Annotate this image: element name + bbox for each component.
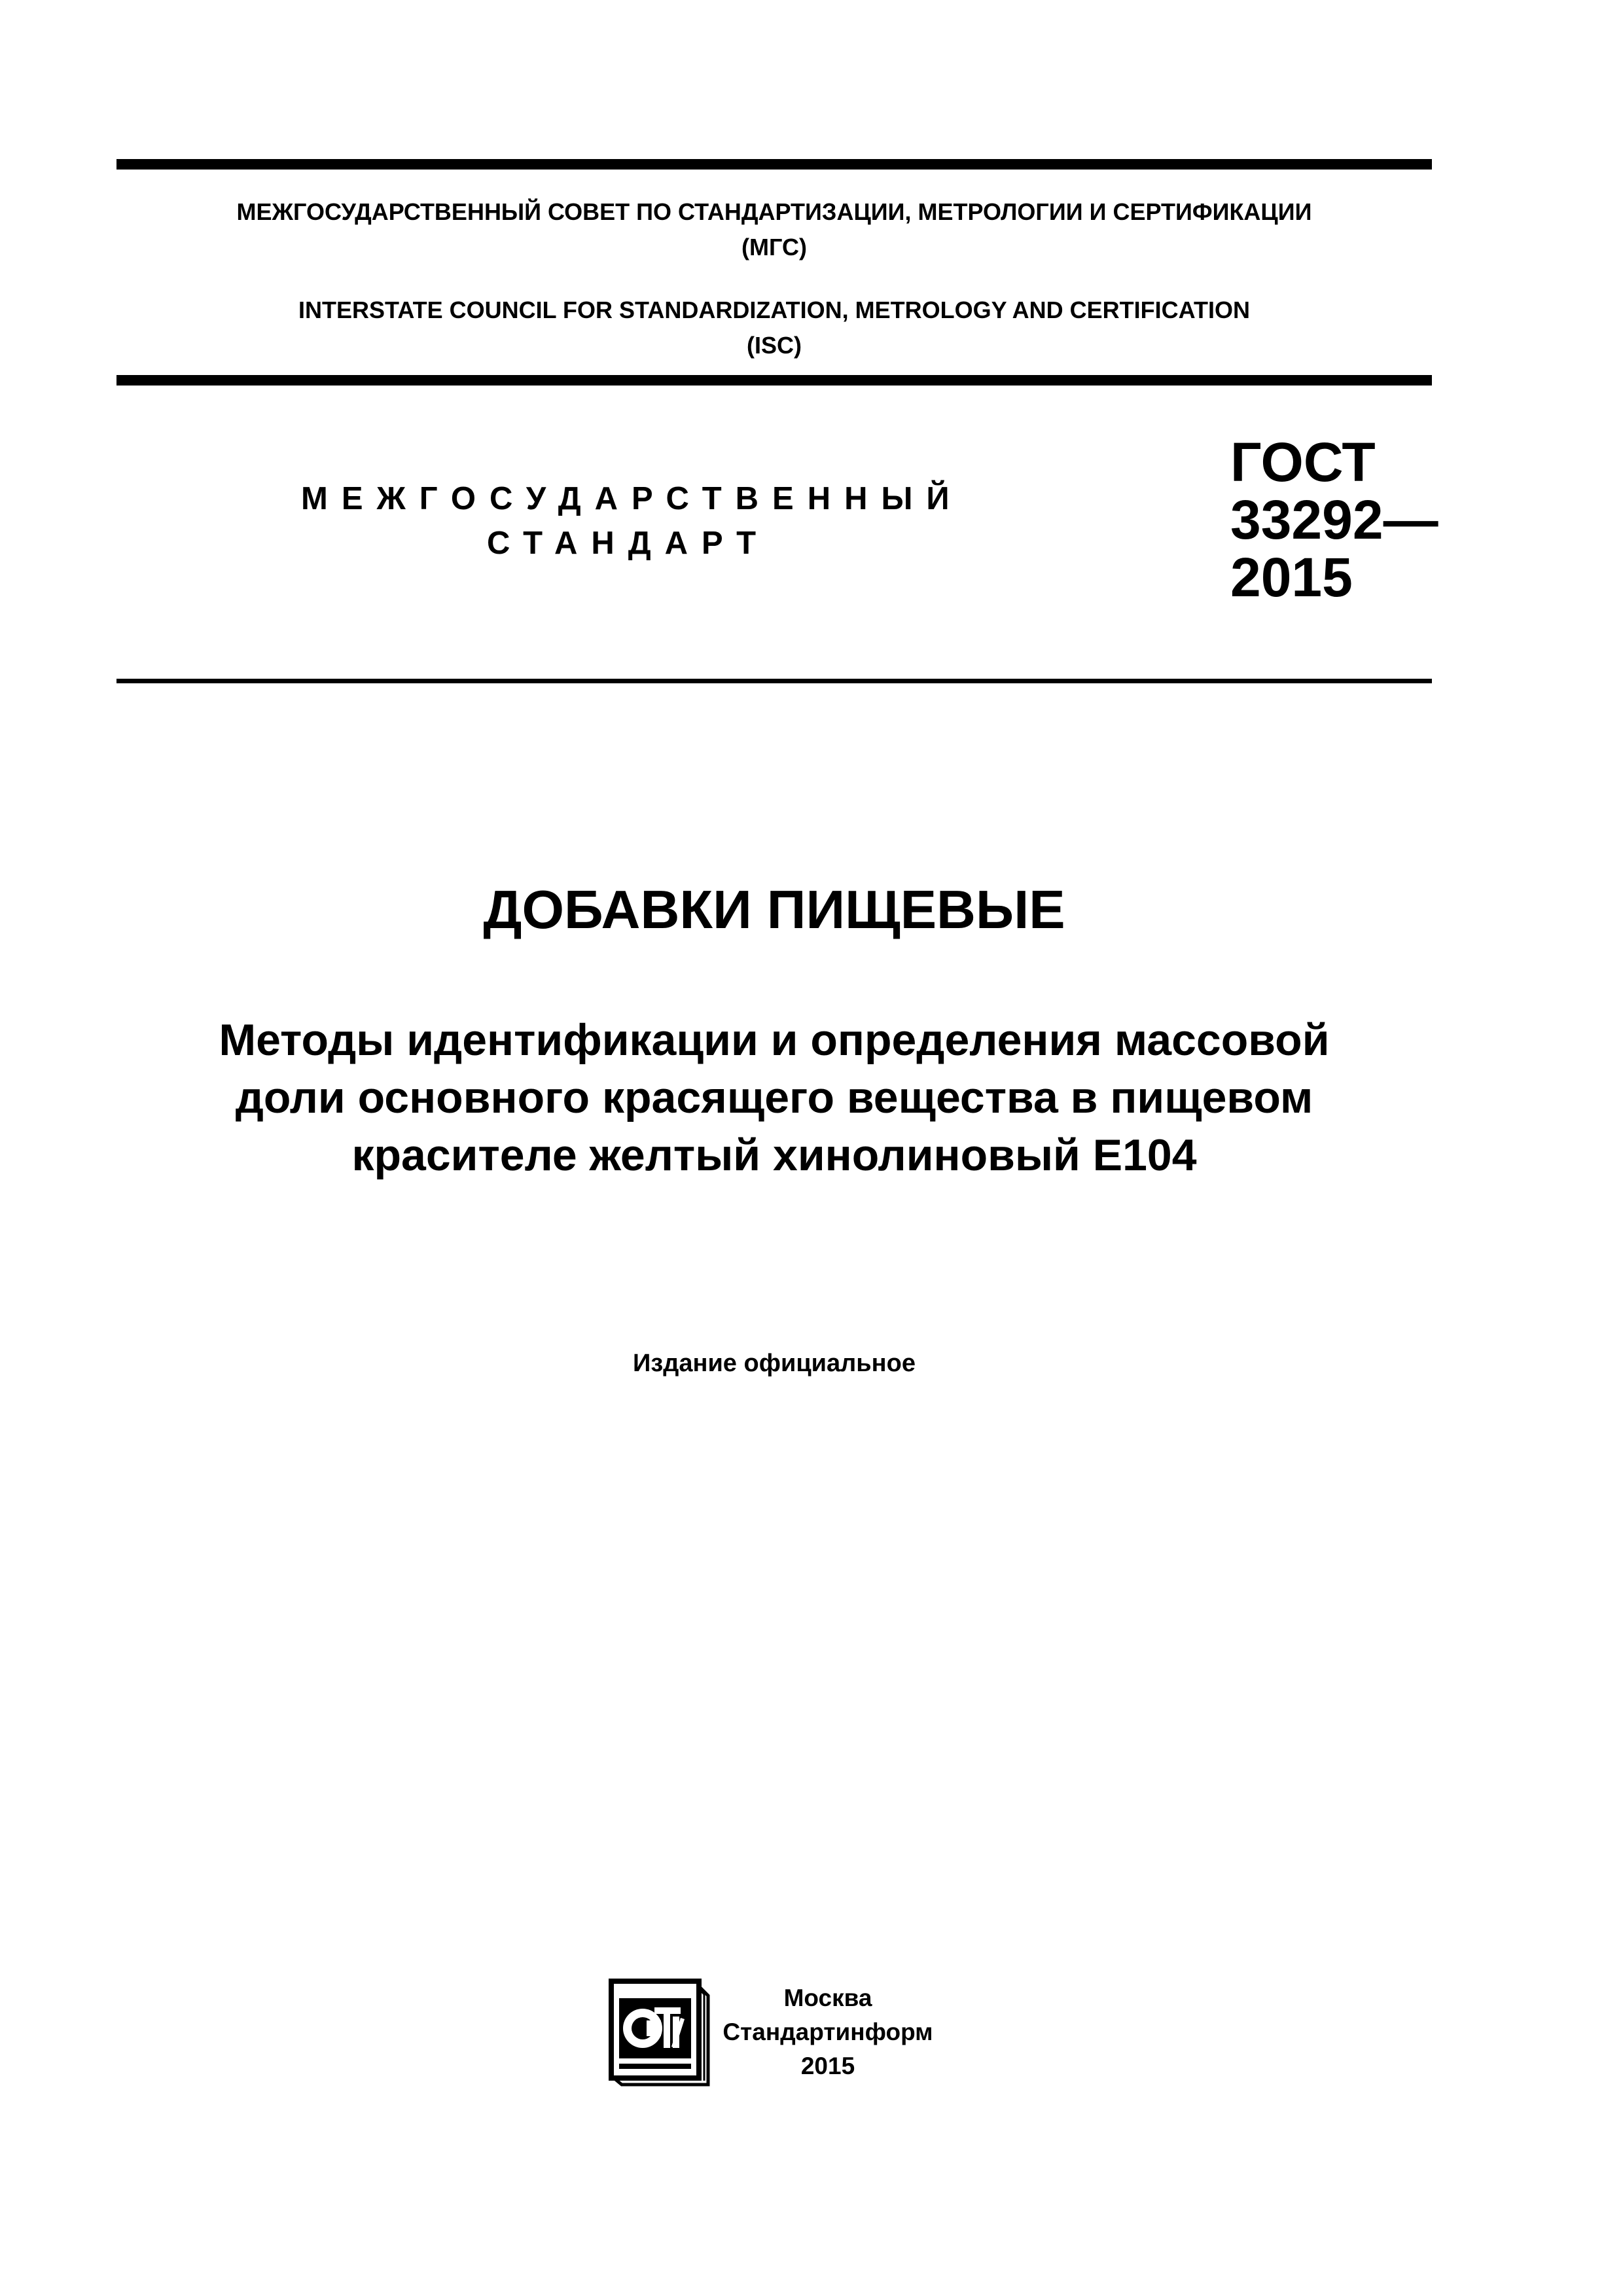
- council-ru-abbr: (МГС): [741, 234, 807, 260]
- standard-type-line2: СТАНДАРТ: [486, 526, 770, 561]
- council-en-abbr: (ISC): [747, 332, 802, 359]
- edition-label: Издание официальное: [633, 1350, 916, 1377]
- council-en-name: INTERSTATE COUNCIL FOR STANDARDIZATION, METROLOGY AND CERTIFICATION: [298, 296, 1250, 323]
- publisher-city: Москва: [783, 1984, 872, 2011]
- page-title: ДОБАВКИ ПИЩЕВЫЕ: [483, 879, 1065, 940]
- council-en-block: [116, 293, 1432, 363]
- subtitle-line2: доли основного красящего вещества в пищевом: [235, 1073, 1313, 1122]
- publisher-block: [717, 1981, 939, 2083]
- gost-label: ГОСТ: [1230, 431, 1376, 493]
- publisher-name: Стандартинформ: [722, 2018, 933, 2045]
- gost-number: 33292—: [1230, 489, 1438, 550]
- gost-designation: [1230, 433, 1438, 606]
- subtitle-line1: Методы идентификации и определения массовой: [219, 1015, 1330, 1065]
- middle-divider: [116, 375, 1432, 386]
- page-subtitle: [116, 1011, 1432, 1184]
- council-ru-block: [116, 194, 1432, 265]
- top-divider: [116, 159, 1432, 170]
- standard-type: [301, 476, 963, 565]
- publisher-year: 2015: [800, 2053, 855, 2079]
- council-ru-name: МЕЖГОСУДАРСТВЕННЫЙ СОВЕТ ПО СТАНДАРТИЗАЦИИ, МЕТРОЛОГИИ И СЕРТИФИКАЦИИ: [236, 198, 1312, 225]
- lower-divider: [116, 679, 1432, 683]
- standard-type-line1: МЕЖГОСУДАРСТВЕННЫЙ: [301, 481, 963, 516]
- gost-year: 2015: [1230, 547, 1353, 608]
- subtitle-line3: красителе желтый хинолиновый Е104: [351, 1130, 1197, 1180]
- standartinform-logo-icon: [609, 1979, 713, 2087]
